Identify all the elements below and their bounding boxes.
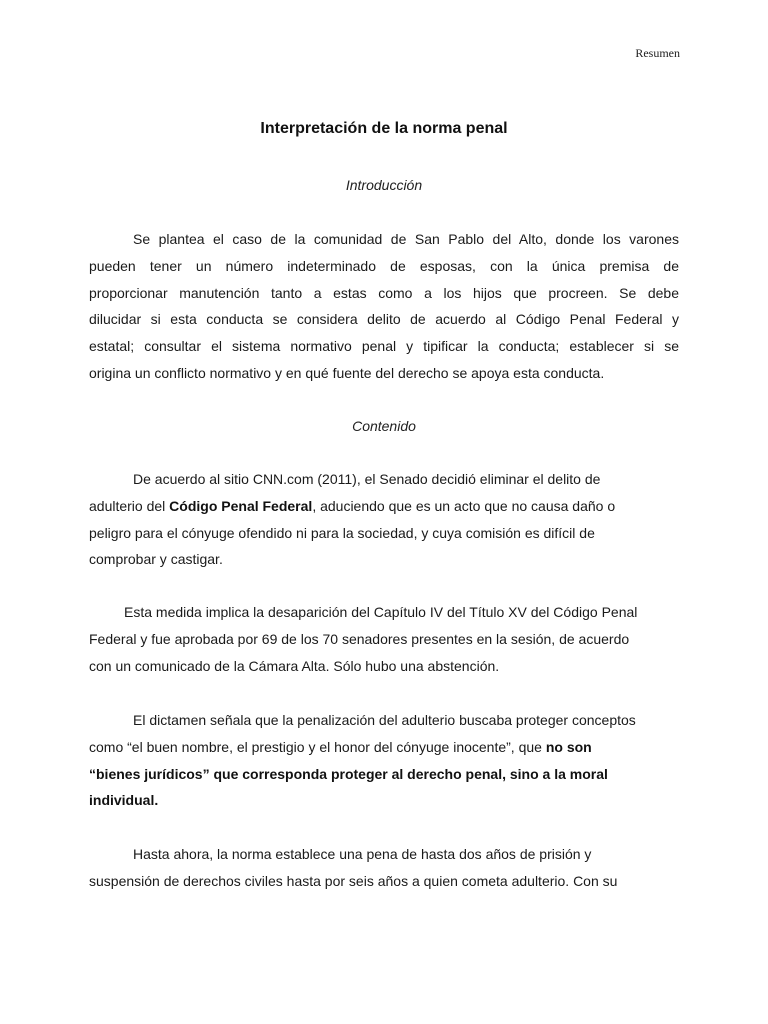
intro-heading: Introducción <box>345 177 423 193</box>
intro-line: origina un conflicto normativo y en qué fuente del derecho se apoya esta conducta. <box>89 364 605 381</box>
paragraph-line: peligro para el cónyuge ofendido ni para la sociedad, y cuya comisión es difícil de <box>89 524 595 541</box>
paragraph-line <box>89 761 679 788</box>
paragraph-line <box>89 787 679 814</box>
paragraph-line: comprobar y castigar. <box>89 551 223 568</box>
paragraph-line: con un comunicado de la Cámara Alta. Sólo hubo una abstención. <box>89 657 500 674</box>
paragraph-dictamen <box>89 707 679 814</box>
paragraph-line <box>89 493 679 520</box>
running-head: Resumen <box>635 46 680 60</box>
paragraph-line: El dictamen señala que la penalización del adulterio buscaba proteger conceptos <box>133 712 636 728</box>
paragraph-cnn <box>89 466 679 573</box>
paragraph-line <box>89 734 679 761</box>
paragraph-line: De acuerdo al sitio CNN.com (2011), el Senado decidió eliminar el delito de <box>133 471 601 487</box>
content-heading: Contenido <box>352 418 416 434</box>
intro-line: dilucidar si esta conducta se considera delito de acuerdo al Código Penal Federal y <box>89 311 679 328</box>
bold-text-run: individual. <box>89 792 159 809</box>
text-run: , aduciendo que es un acto que no causa daño o <box>312 497 616 514</box>
intro-line: proporcionar manutención tanto a estas como a los hijos que procreen. Se debe <box>89 284 679 301</box>
text-run: como “el buen nombre, el prestigio y el honor del cónyuge inocente”, que <box>89 738 546 755</box>
intro-line: estatal; consultar el sistema normativo penal y tipificar la conducta; establecer si se <box>89 338 679 355</box>
document-title: Interpretación de la norma penal <box>260 120 508 137</box>
paragraph-line: Hasta ahora, la norma establece una pena de hasta dos años de prisión y <box>133 846 592 862</box>
bold-text-run: “bienes jurídicos” que corresponda proteger al derecho penal, sino a la moral <box>89 765 608 782</box>
paragraph-line: suspensión de derechos civiles hasta por seis años a quien cometa adulterio. Con su <box>89 872 618 889</box>
paragraph-line: Federal y fue aprobada por 69 de los 70 senadores presentes en la sesión, de acuerdo <box>89 630 630 647</box>
paragraph-line: Esta medida implica la desaparición del Capítulo IV del Título XV del Código Penal <box>124 604 638 620</box>
paragraph-hasta-ahora <box>89 841 679 895</box>
bold-text-run: no son <box>545 738 592 755</box>
intro-line: pueden tener un número indeterminado de esposas, con la única premisa de <box>89 257 679 274</box>
paragraph-medida <box>89 599 679 679</box>
intro-paragraph <box>89 226 679 387</box>
text-run: adulterio del <box>89 497 170 514</box>
bold-text-run: Código Penal Federal <box>169 497 313 514</box>
intro-line: Se plantea el caso de la comunidad de San Pablo del Alto, donde los varones <box>133 231 679 247</box>
